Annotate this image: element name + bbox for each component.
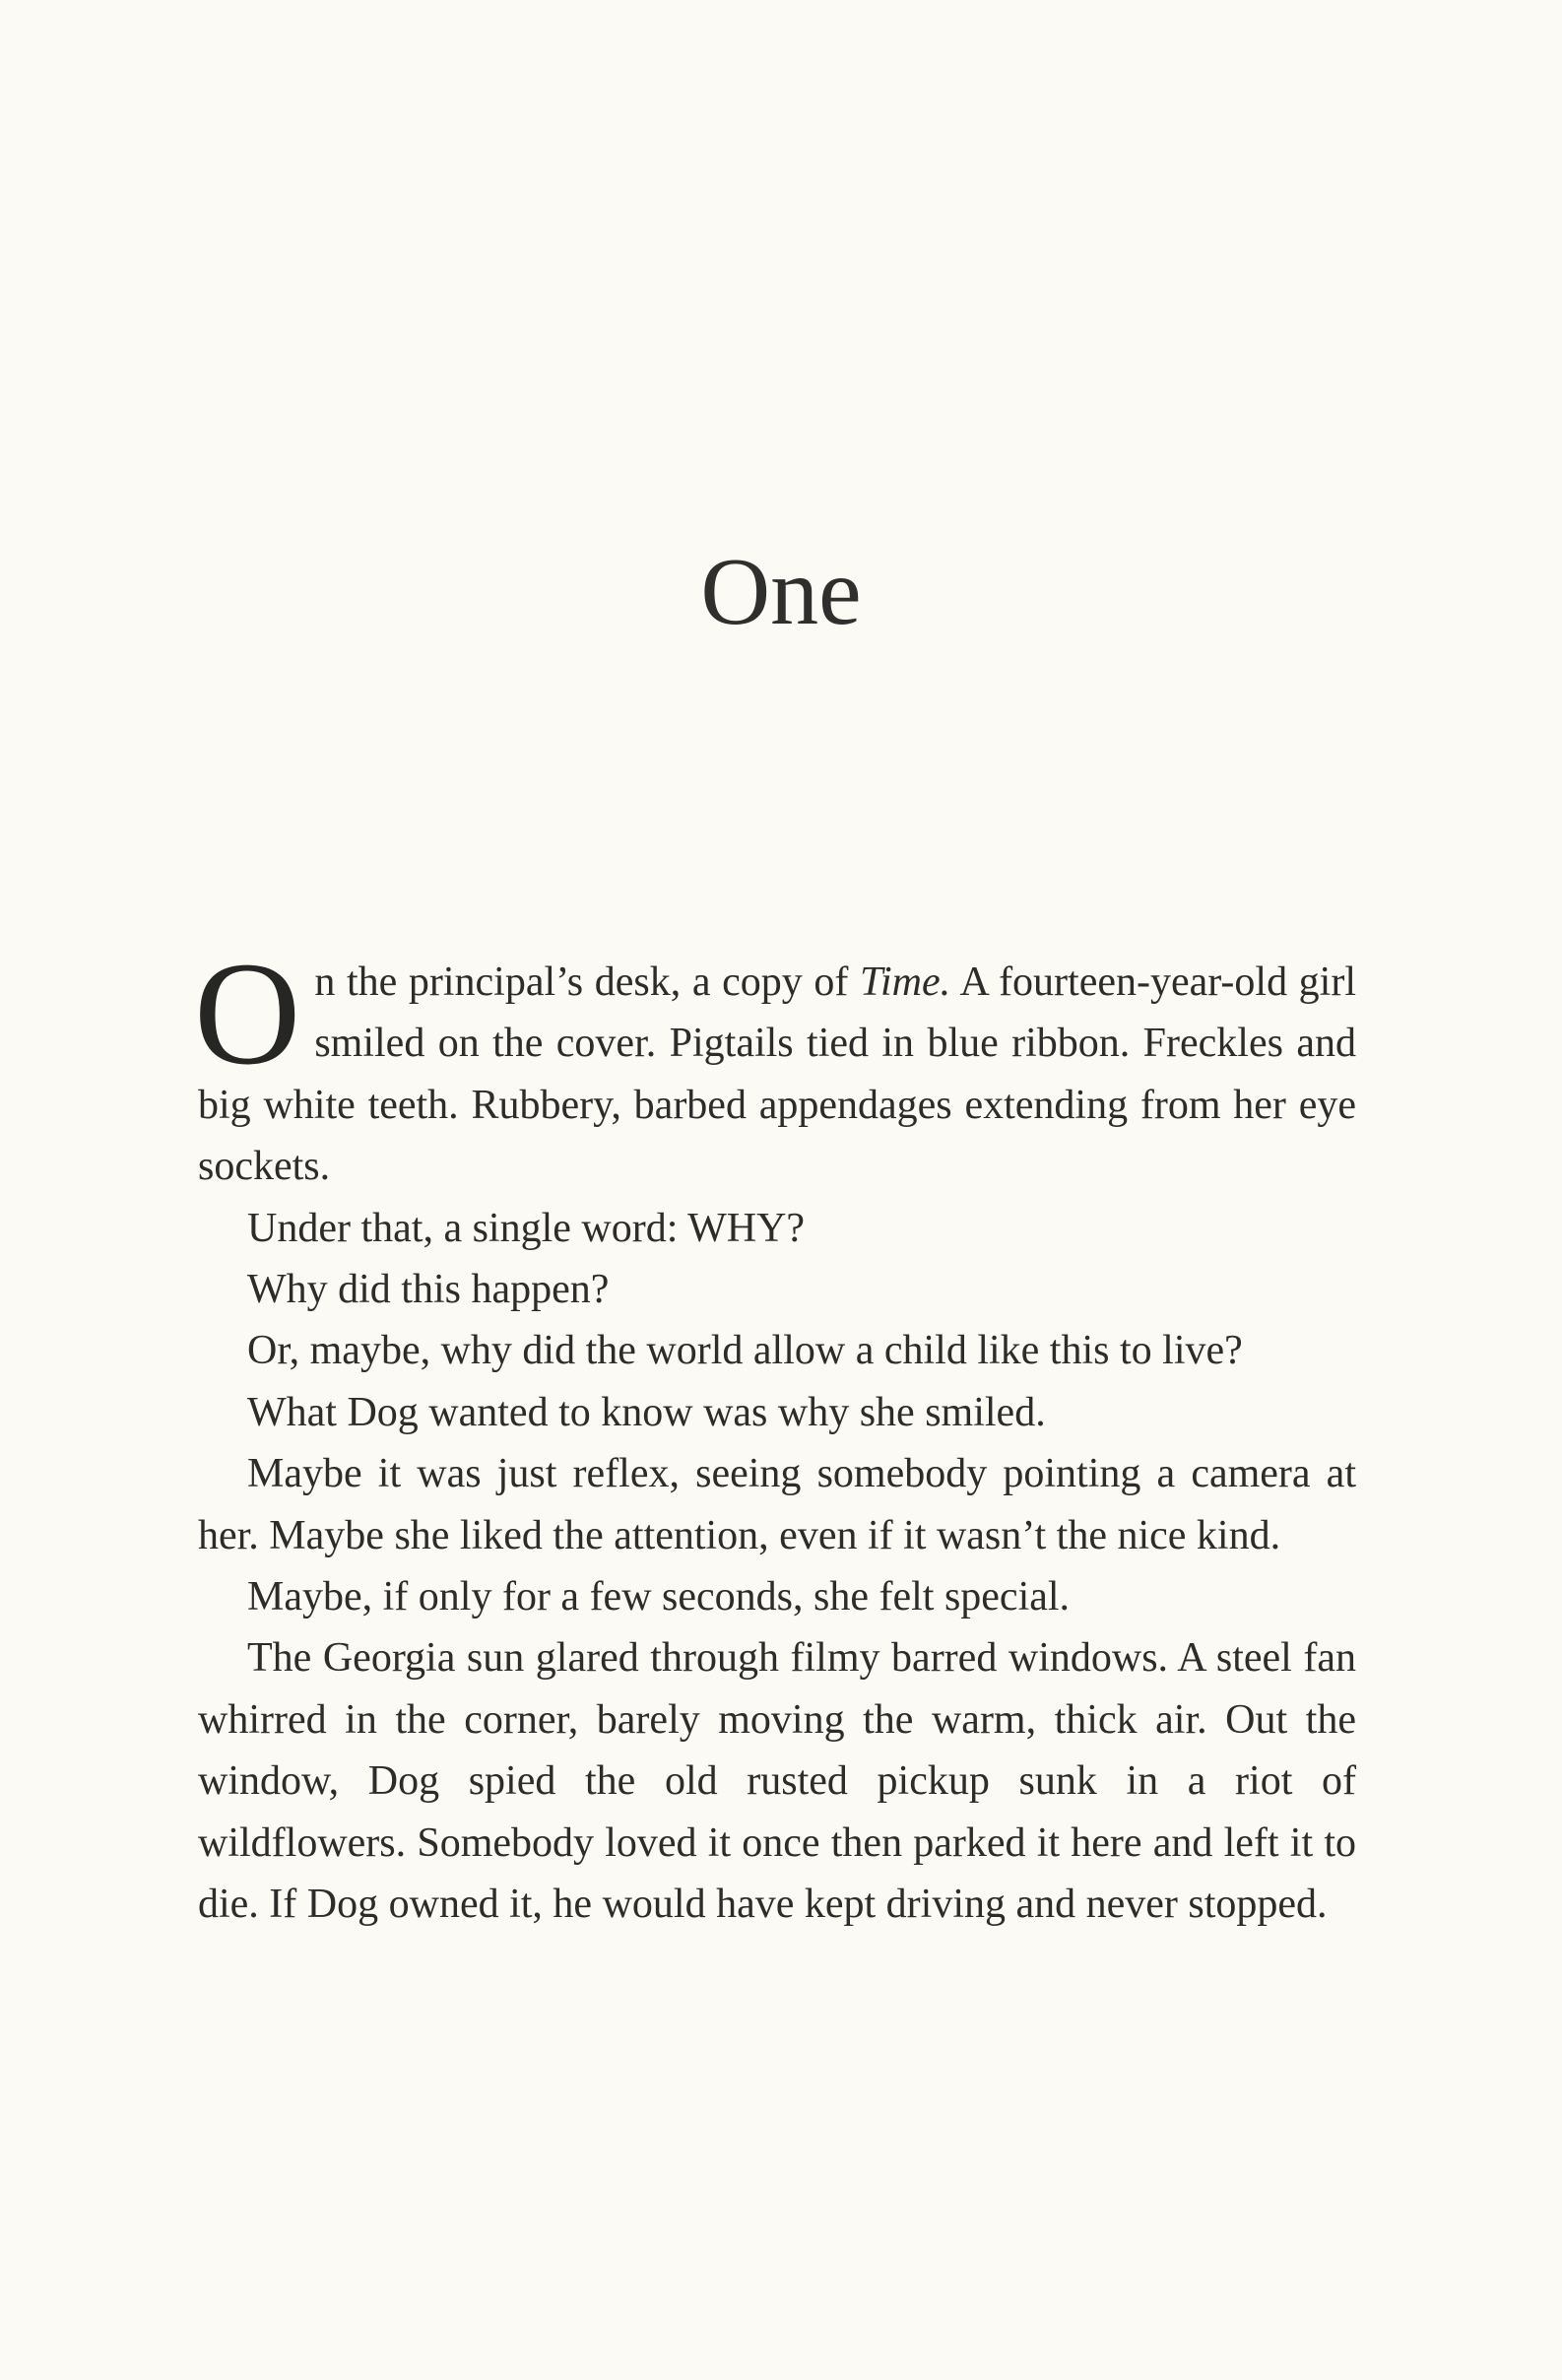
paragraph-7: Maybe, if only for a few seconds, she felt special. <box>247 1574 1071 1620</box>
paragraph-3: Why did this happen? <box>247 1267 610 1313</box>
paragraph-5: What Dog wanted to know was why she smiled. <box>247 1389 1046 1435</box>
paragraph-8: The Georgia sun glared through filmy barred windows. A steel fan whirred in the corner, barely moving the warm, thick air. Out the window, Dog spied the old rusted pickup sunk in a riot of wildflowers. Somebody loved it once then parked it here and left it to die. If Dog owned it, he would have kept driving and never stopped. <box>198 1635 1356 1928</box>
paragraph-6: Maybe it was just reflex, seeing somebody pointing a camera at her. Maybe she liked the attention, even if it wasn’t the nice kind. <box>198 1451 1356 1558</box>
chapter-title: One <box>700 539 862 645</box>
drop-cap: O <box>194 932 301 1095</box>
magazine-title: Time. <box>859 959 951 1005</box>
paragraph-1 <box>194 932 1357 1198</box>
paragraph-2: Under that, a single word: WHY? <box>247 1205 806 1251</box>
paragraph-4: Or, maybe, why did the world allow a child like this to live? <box>247 1328 1243 1374</box>
paragraph-1-text-start: n the principal’s desk, a copy of <box>314 959 860 1005</box>
chapter-body <box>194 932 1357 1936</box>
paragraph-1-text-end: A fourteen-year-old girl smiled on the cover. Pigtails tied in blue ribbon. Freckles and big white teeth. Rubbery, barbed appendages extending from her eye sockets. <box>198 959 1357 1190</box>
